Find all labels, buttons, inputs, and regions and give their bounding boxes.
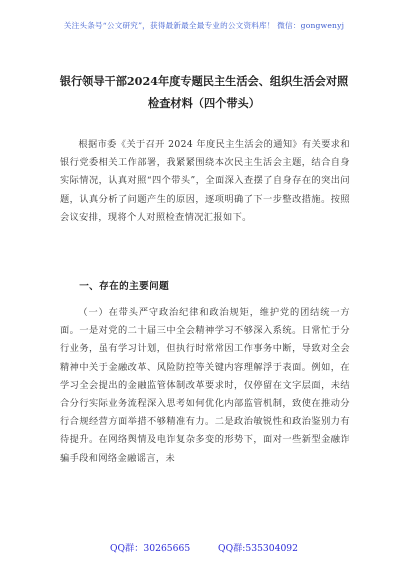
footer-qq-group-2: QQ群:535304092 — [218, 543, 298, 554]
document-title — [40, 70, 368, 114]
document-title-line-2: 检查材料（四个带头） — [148, 96, 260, 110]
footer-qq-group-1: QQ群：30265665 — [109, 543, 191, 554]
header-banner: 关注头条号“公文研究”，获得最新最全最专业的公文资料库！ 微信：gongwenyj — [63, 21, 345, 30]
intro-paragraph: 根据市委《关于召开 2024 年度民主生活会的通知》有关要求和银行党委相关工作部署，我紧紧围绕本次民主生活会主题，结合自身实际情况，认真对照“四个带头”，全面深入查摆了自身存在的突出问题，认真分析了问题产生的原因，逐项明确了下一步整改措施。按照会议安排，现将个人对照检查情况汇报如下。 — [60, 139, 350, 223]
section-heading: 一、存在的主要问题 — [79, 281, 170, 292]
body-paragraph: （一）在带头严守政治纪律和政治规矩，维护党的团结统一方面。一是对党的二十届三中全会精神学习不够深入系统。日常忙于分行业务，虽有学习计划，但执行时常常因工作事务中断，导致对全会精神中关于金融改革、风险防控等关键内容理解浮于表面。例如，在学习全会提出的金融监管体制改革要求时，仅停留在文字层面，未结合分行实际业务流程深入思考如何优化内部监管机制，致使在推动分行合规经营方面举措不够精准有力。二是政治敏锐性和政治鉴别力有待提升。在网络舆情及电诈复杂多变的形势下，面对一些新型金融诈骗手段和网络金融谣言，未 — [60, 307, 350, 464]
document-title-line-1: 银行领导干部2024年度专题民主生活会、组织生活会对照 — [59, 74, 349, 88]
footer — [0, 540, 408, 554]
